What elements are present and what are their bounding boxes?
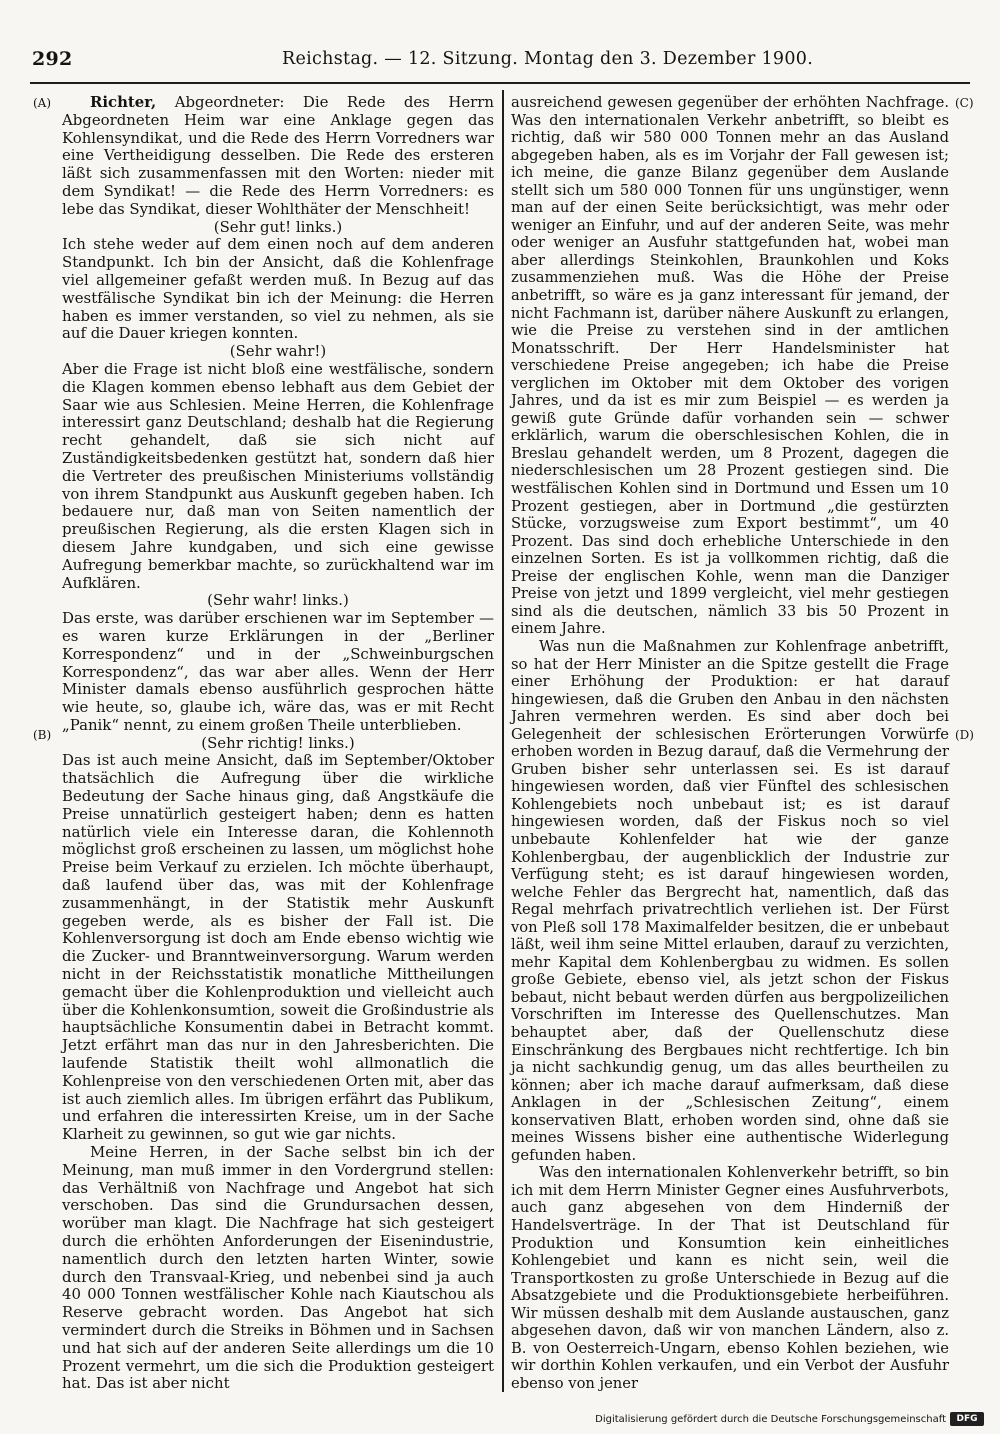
- paragraph: Was den internationalen Kohlenverkehr betrifft, so bin ich mit dem Herrn Minister Gegner eines Ausfuhrverbots, auch ganz abgesehen von dem Hinderniß der Handelsverträge. In der That ist Deutschland für Produktion und Konsumtion kein einheitliches Kohlengebiet und kann es nicht sein, weil die Transportkosten zu große Unterschiede in Bezug auf die Absatzgebiete und die Produktionsgebiete herbeiführen. Wir müssen deshalb mit dem Auslande austauschen, ganz abgesehen davon, daß wir von manchen Ländern, also z. B. von Oesterreich-Ungarn, ebenso Kohlen beziehen, wie wir dorthin Kohlen verkaufen, und ein Verbot der Ausfuhr ebenso von jener: [511, 1164, 949, 1392]
- dfg-logo: DFG: [950, 1412, 984, 1426]
- margin-marker-b: (B): [33, 728, 52, 742]
- interjection: (Sehr wahr! links.): [207, 591, 349, 610]
- margin-marker-a: (A): [33, 96, 52, 110]
- paragraph-text: Abgeordneter: Die Rede des Herrn Abgeordneten Heim war eine Anklage gegen das Kohlensyndikat, und die Rede des Herrn Vorredners war eine Vertheidigung desselben. Die Rede des ersteren läßt sich zusammenfassen mit den Worten: nieder mit dem Syndikat! — die Rede des Herrn Vorredners: es lebe das Syndikat, dieser Wohlthäter der Menschheit!: [62, 93, 494, 218]
- interjection: (Sehr gut! links.): [213, 217, 343, 236]
- credit-text: Digitalisierung gefördert durch die Deutsche Forschungsgemeinschaft: [595, 1413, 946, 1425]
- margin-marker-c: (C): [955, 96, 974, 110]
- paragraph: Das ist auch meine Ansicht, daß im September/Oktober thatsächlich die Aufregung über die wirkliche Bedeutung der Sache hinaus ging, daß Angstkäufe die Preise unnatürlich gesteigert haben; denn es hatten natürlich viele ein Interesse daran, die Kohlennoth möglichst groß erscheinen zu lassen, um möglichst hohe Preise beim Verkauf zu erzielen. Ich möchte überhaupt, daß laufend über das, was mit der Kohlenfrage zusammenhängt, in der Statistik mehr Auskunft gegeben werde, als es bisher der Fall ist. Die Kohlenversorgung ist doch am Ende ebenso wichtig wie die Zucker- und Branntweinversorgung. Warum werden nicht in der Reichsstatistik monatliche Mittheilungen gemacht über die Kohlenproduktion und vielleicht auch über die Kohlenkonsumtion, soweit die Großindustrie als hauptsächliche Konsumentin dabei in Betracht kommt. Jetzt erfährt man das nur in den Jahresberichten. Die laufende Statistik theilt wohl allmonatlich die Kohlenpreise von den verschiedenen Orten mit, aber das ist auch ziemlich alles. Im übrigen erfährt das Publikum, und erfahren die interessirten Kreise, um in der Sache Klarheit zu gewinnen, so gut wie gar nichts.: [62, 751, 494, 1144]
- left-column: [62, 94, 494, 1393]
- page-header: [30, 46, 814, 76]
- column-divider: [502, 90, 504, 1392]
- paragraph: ausreichend gewesen gegenüber der erhöhten Nachfrage. Was den internationalen Verkehr anbetrifft, so bleibt es richtig, daß wir 580 000 Tonnen mehr an das Ausland abgegeben haben, als es im Vorjahr der Fall gewesen ist; ich meine, die ganze Bilanz gegenüber dem Auslande stellt sich um 580 000 Tonnen für uns ungünstiger, wenn man auf der einen Seite berücksichtigt, was mehr oder weniger an Einfuhr, und auf der anderen Seite, was mehr oder weniger an Ausfuhr stattgefunden hat, wobei man aber allerdings Steinkohlen, Braunkohlen und Koks zusammenziehen muß. Was die Höhe der Preise anbetrifft, so wäre es ja ganz interessant für jemand, der nicht Fachmann ist, darüber nähere Auskunft zu erlangen, wie die Preise zu verstehen sind in der amtlichen Monatsschrift. Der Herr Handelsminister hat verschiedene Preise angegeben; ich habe die Preise verglichen im Oktober mit dem Oktober des vorigen Jahres, und da ist es mir zum Beispiel — es werden ja gewiß gute Gründe dafür vorhanden sein — schwer erklärlich, warum die oberschlesischen Kohlen, die in Breslau gehandelt werden, um 8 Prozent, dagegen die niederschlesischen um 28 Prozent gestiegen sind. Die westfälischen Kohlen sind in Dortmund und Essen um 10 Prozent gestiegen, aber in Dortmund „die gestürzten Stücke, vorzugsweise zum Export bestimmt“, um 40 Prozent. Das sind doch erhebliche Unterschiede in den einzelnen Sorten. Es ist ja vollkommen richtig, daß die Preise der englischen Kohle, wenn man die Danziger Preise von jetzt und 1899 vergleicht, viel mehr gestiegen sind als die deutschen, nämlich 33 bis 50 Prozent in einem Jahre.: [511, 94, 949, 638]
- running-title: Reichstag. — 12. Sitzung. Montag den 3. Dezember 1900.: [282, 49, 814, 69]
- paragraph: Aber die Frage ist nicht bloß eine westfälische, sondern die Klagen kommen ebenso lebhaft aus dem Gebiet der Saar wie aus Schlesien. Meine Herren, die Kohlenfrage interessirt ganz Deutschland; deshalb hat die Regierung recht gehandelt, daß sie sich nicht auf Zuständigkeitsbedenken gestützt hat, sondern daß hier die Vertreter des preußischen Ministeriums vollständig von ihrem Standpunkt aus Auskunft gegeben haben. Ich bedauere nur, daß man von Seiten namentlich der preußischen Regierung, als die ersten Klagen sich in diesem Jahre kundgaben, und sich eine gewisse Aufregung bemerkbar machte, so zurückhaltend war im Aufklären.: [62, 359, 494, 592]
- paragraph: Was nun die Maßnahmen zur Kohlenfrage anbetrifft, so hat der Herr Minister an die Spitze gestellt die Frage einer Erhöhung der Produktion: er hat darauf hingewiesen, daß die Gruben den Anbau in den nächsten Jahren vermehren werden. Es sind aber doch bei Gelegenheit der schlesischen Erörterungen Vorwürfe erhoben worden in Bezug darauf, daß die Vermehrung der Gruben bisher sehr unterlassen sei. Es ist darauf hingewiesen worden, daß vier Fünftel des schlesischen Kohlengebiets noch unbebaut ist; es ist darauf hingewiesen worden, daß der Fiskus noch so viel unbebaute Kohlenfelder hat wie der ganze Kohlenbergbau, der augenblicklich der Industrie zur Verfügung steht; es ist darauf hingewiesen worden, welche Fehler das Bergrecht hat, namentlich, daß das Regal mehrfach privatrechtlich verliehen ist. Der Fürst von Pleß soll 178 Maximalfelder besitzen, die er unbebaut läßt, weil ihm seine Mittel erlauben, darauf zu verzichten, mehr Kapital dem Kohlenbergbau zu widmen. Es sollen große Gebiete, ebenso viel, als jetzt schon der Fiskus bebaut, nicht bebaut werden dürfen aus bergpolizeilichen Vorschriften im Interesse des Quellenschutzes. Man behauptet aber, daß der Quellenschutz diese Einschränkung des Bergbaues nicht rechtfertige. Ich bin ja nicht sachkundig genug, um das alles beurtheilen zu können; aber ich mache darauf aufmerksam, daß diese Anklagen in der „Schlesischen Zeitung“, einem konservativen Blatt, erhoben worden sind, ohne daß sie meines Wissens bisher eine authentische Widerlegung gefunden haben.: [511, 637, 949, 1164]
- interjection: (Sehr wahr!): [229, 342, 327, 361]
- paragraph: Das erste, was darüber erschienen war im September — es waren kurze Erklärungen in der „Berliner Korrespondenz“ und in der „Schweinburgschen Korrespondenz“, das war aber alles. Wenn der Herr Minister damals ebenso ausführlich gesprochen hätte wie heute, so, glaube ich, wäre das, was er mit Recht „Panik“ nennt, zu einem großen Theile unterblieben.: [62, 609, 494, 734]
- paragraph: Ich stehe weder auf dem einen noch auf dem anderen Standpunkt. Ich bin der Ansicht, daß die Kohlenfrage viel allgemeiner gefaßt werden muß. In Bezug auf das westfälische Syndikat bin ich der Meinung: die Herren haben es immer verstanden, so viel zu nehmen, als sie auf die Dauer kriegen konnten.: [62, 235, 494, 343]
- speaker-name: Richter,: [90, 93, 157, 111]
- paragraph: [62, 94, 494, 219]
- margin-marker-d: (D): [955, 728, 974, 742]
- interjection: (Sehr richtig! links.): [201, 733, 355, 752]
- page-number: 292: [32, 48, 73, 70]
- digitization-credit: [595, 1412, 984, 1426]
- paragraph: Meine Herren, in der Sache selbst bin ich der Meinung, man muß immer in den Vordergrund stellen: das Verhältniß von Nachfrage und Angebot hat sich verschoben. Das sind die Grundursachen dessen, worüber man klagt. Die Nachfrage hat sich gesteigert durch die erhöhten Anforderungen der Eisenindustrie, namentlich durch den letzten harten Winter, sowie durch den Transvaal-Krieg, und nebenbei sind ja auch 40 000 Tonnen westfälischer Kohle nach Kiautschou als Reserve gebracht worden. Das Angebot hat sich vermindert durch die Streiks in Böhmen und in Sachsen und hat sich auf der anderen Seite allerdings um die 10 Prozent vermehrt, um die sich die Produktion gesteigert hat. Das ist aber nicht: [62, 1143, 494, 1393]
- header-rule: [30, 82, 970, 84]
- right-column: [511, 94, 949, 1392]
